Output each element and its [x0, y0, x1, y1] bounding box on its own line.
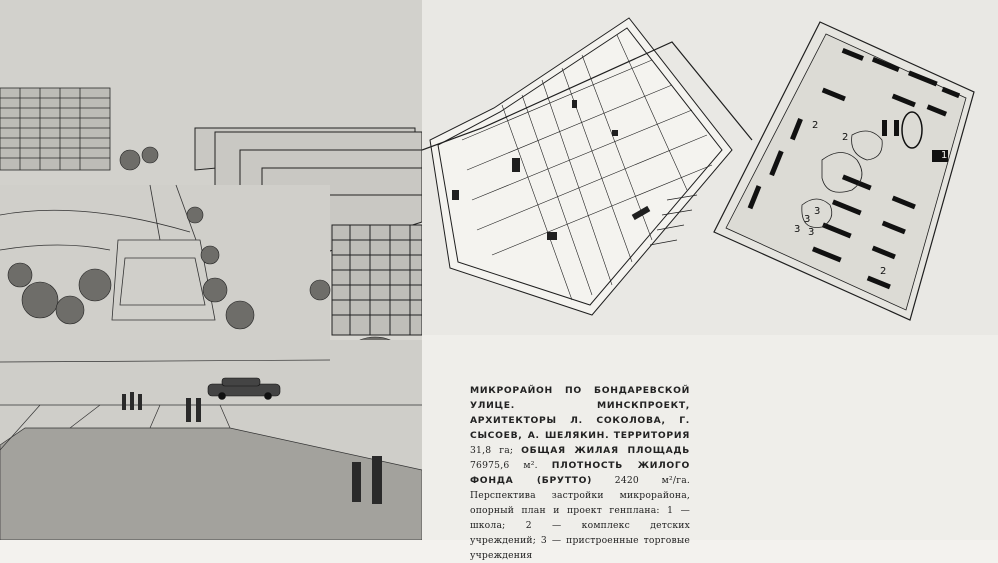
caption-description: Перспектива застройки микрорайона, опорный план и проект генплана: 1 — школа; 2 — комплекс детских учреждений; 3 — пристроенные торговые учреждения [470, 490, 690, 561]
label-shops-b: 3 [814, 206, 821, 217]
caption-territory-label: ТЕРРИТОРИЯ [613, 430, 691, 441]
label-kids-b: 2 [842, 132, 849, 143]
label-shops-a: 3 [804, 214, 811, 225]
caption-area [422, 335, 998, 561]
caption-density-label: ПЛОТНОСТЬ ЖИЛОГО ФОНДА (БРУТТО) [470, 460, 690, 486]
caption-area-label: ОБЩАЯ ЖИЛАЯ ПЛОЩАДЬ [521, 445, 690, 456]
plans-panel [422, 0, 998, 335]
label-shops-d: 3 [808, 227, 815, 238]
master-plan [714, 22, 974, 320]
label-school: 1 [941, 150, 948, 161]
caption-density-value: 2420 м²/га. [614, 475, 691, 486]
distant-tower [0, 88, 110, 170]
perspective-sketch-svg [0, 0, 422, 540]
perspective-drawing [0, 0, 422, 540]
caption-area-value: 76975,6 м². [470, 460, 538, 471]
support-plan [422, 18, 752, 315]
label-shops-c: 3 [794, 224, 801, 235]
figure-caption [470, 383, 690, 563]
caption-title: МИКРОРАЙОН ПО БОНДАРЕВСКОЙ УЛИЦЕ. МИНСКПРОЕКТ, АРХИТЕКТОРЫ Л. СОКОЛОВА, Г. СЫСОЕВ, А. ШЕЛЯКИН. [470, 385, 690, 441]
caption-territory-value: 31,8 га; [470, 445, 514, 456]
label-kids-c: 2 [880, 266, 887, 277]
park-ground [0, 185, 330, 345]
plans-svg [422, 0, 998, 335]
label-kids-a: 2 [812, 120, 819, 131]
